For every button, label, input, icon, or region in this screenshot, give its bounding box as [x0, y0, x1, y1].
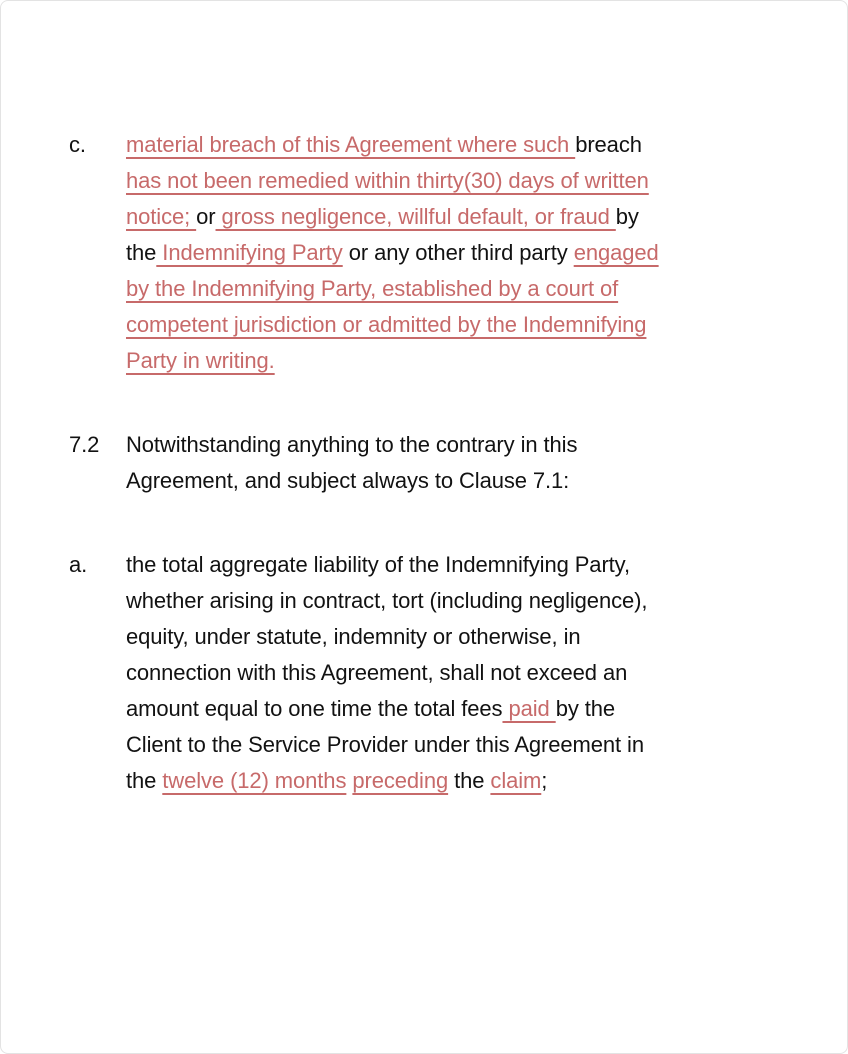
- text-run: ;: [541, 768, 548, 793]
- inserted-text-run: preceding: [352, 768, 449, 793]
- inserted-text-run: material breach of this Agreement where such: [126, 132, 576, 157]
- text-run: the: [126, 768, 163, 793]
- inserted-text-run: paid: [502, 696, 556, 721]
- text-run: Client to the Service Provider under this Agreement in: [126, 732, 644, 757]
- text-run: the total aggregate liability of the Indemnifying Party,: [126, 552, 630, 577]
- inserted-text-run: twelve (12) months: [162, 768, 347, 793]
- contract-text-region: [1, 1, 847, 799]
- inserted-text-run: notice;: [126, 204, 197, 229]
- text-run: by: [615, 204, 639, 229]
- clause-7-2: [69, 427, 789, 499]
- text-run: the: [448, 768, 491, 793]
- text-run: breach: [575, 132, 642, 157]
- text-run: the: [126, 240, 157, 265]
- text-run: equity, under statute, indemnity or otherwise, in: [126, 624, 581, 649]
- inserted-text-run: gross negligence, willful default, or fraud: [215, 204, 616, 229]
- clause-item-c: [69, 127, 789, 379]
- inserted-text-run: competent jurisdiction or admitted by the Indemnifying: [126, 312, 647, 337]
- clause-label: 7.2: [69, 432, 100, 457]
- inserted-text-run: Indemnifying Party: [156, 240, 343, 265]
- clause-item-a: [69, 547, 789, 799]
- text-run: Notwithstanding anything to the contrary in this: [126, 432, 578, 457]
- text-run: amount equal to one time the total fees: [126, 696, 503, 721]
- text-run: or any other third party: [342, 240, 574, 265]
- text-run: connection with this Agreement, shall not exceed an: [126, 660, 628, 685]
- inserted-text-run: engaged: [573, 240, 659, 265]
- clause-label: a.: [69, 552, 88, 577]
- text-run: Agreement, and subject always to Clause 7.1:: [126, 468, 570, 493]
- text-run: whether arising in contract, tort (including negligence),: [126, 588, 648, 613]
- inserted-text-run: claim: [490, 768, 542, 793]
- inserted-text-run: by the Indemnifying Party, established by a court of: [126, 276, 619, 301]
- text-run: by the: [555, 696, 616, 721]
- clause-text: [126, 127, 789, 379]
- text-run: or: [196, 204, 216, 229]
- inserted-text-run: Party in writing.: [126, 348, 275, 373]
- inserted-text-run: has not been remedied within thirty(30) days of written: [126, 168, 649, 193]
- clause-text: [126, 547, 789, 799]
- clause-label: c.: [69, 132, 86, 157]
- clause-text: [126, 427, 789, 499]
